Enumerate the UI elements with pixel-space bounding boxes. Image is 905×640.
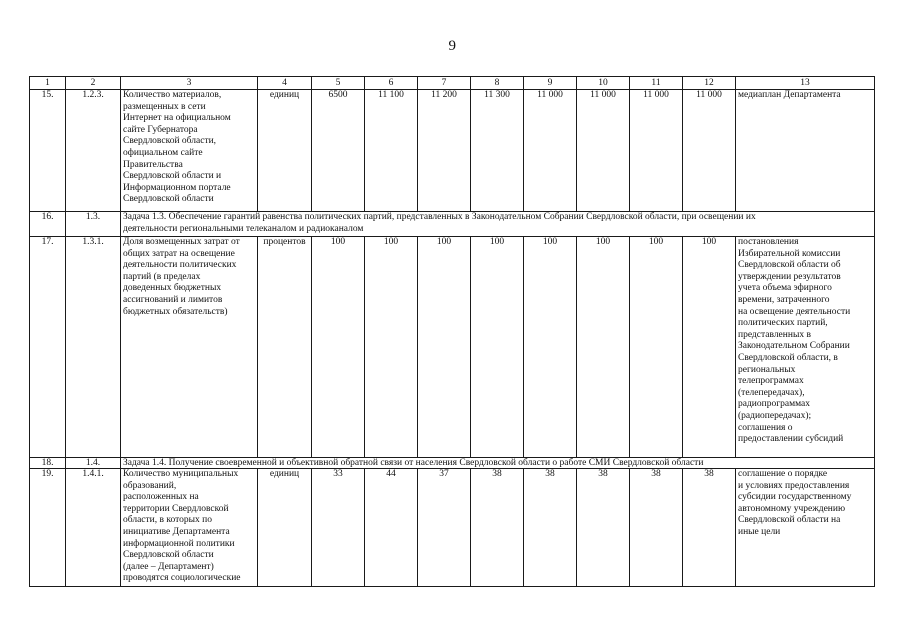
row-number: 15. bbox=[30, 90, 66, 212]
text-line: ассигнований и лимитов bbox=[123, 294, 223, 305]
row-code: 1.3.1. bbox=[66, 237, 121, 458]
column-header: 5 bbox=[312, 77, 365, 90]
data-source bbox=[736, 237, 875, 458]
data-source bbox=[736, 469, 875, 587]
table-row bbox=[30, 237, 875, 458]
text-line: соглашения о bbox=[738, 422, 793, 433]
unit: процентов bbox=[258, 237, 312, 458]
text-line: инициативе Департамента bbox=[123, 526, 230, 537]
text-line: постановления bbox=[738, 237, 799, 247]
indicator-name bbox=[121, 469, 258, 587]
text-line: доведенных бюджетных bbox=[123, 283, 222, 294]
text-line: представленных в bbox=[738, 329, 811, 340]
text-line: образований, bbox=[123, 480, 177, 491]
value-cell: 100 bbox=[524, 237, 577, 458]
text-line: и условиях предоставления bbox=[738, 480, 850, 491]
text-line: проводятся социологические bbox=[123, 573, 241, 584]
text-line: времени, затраченного bbox=[738, 294, 830, 305]
text-line: информационной политики bbox=[123, 538, 235, 549]
text-line: Количество материалов, bbox=[123, 90, 222, 100]
value-cell: 100 bbox=[312, 237, 365, 458]
column-header: 9 bbox=[524, 77, 577, 90]
task-title bbox=[121, 458, 875, 469]
text-line: сайте Губернатора bbox=[123, 124, 198, 135]
row-number: 19. bbox=[30, 469, 66, 587]
text-line: Избирательной комиссии bbox=[738, 248, 841, 259]
value-cell: 11 100 bbox=[365, 90, 418, 212]
text-line: территории Свердловской bbox=[123, 503, 229, 514]
text-line: (радиопередачах); bbox=[738, 410, 812, 421]
row-number: 16. bbox=[30, 212, 66, 237]
table-row bbox=[30, 212, 875, 237]
value-cell: 38 bbox=[577, 469, 630, 587]
page-number: 9 bbox=[448, 38, 457, 54]
text-line: автономному учреждению bbox=[738, 503, 846, 514]
column-header: 3 bbox=[121, 77, 258, 90]
text-line: телепрограммах bbox=[738, 376, 804, 387]
indicators-table bbox=[29, 76, 875, 587]
text-line: субсидии государственному bbox=[738, 492, 852, 503]
value-cell: 11 000 bbox=[630, 90, 683, 212]
text-line: партий (в пределах bbox=[123, 271, 201, 282]
text-line: Интернет на официальном bbox=[123, 113, 231, 124]
text-line: Количество муниципальных bbox=[123, 469, 239, 479]
text-line: на освещение деятельности bbox=[738, 306, 851, 317]
column-header: 4 bbox=[258, 77, 312, 90]
column-header: 12 bbox=[683, 77, 736, 90]
row-number: 18. bbox=[30, 458, 66, 469]
text-line: Законодательном Собрании bbox=[738, 341, 850, 352]
column-header: 1 bbox=[30, 77, 66, 90]
text-line: области, в которых по bbox=[123, 515, 212, 526]
table-row bbox=[30, 458, 875, 469]
value-cell: 100 bbox=[418, 237, 471, 458]
column-header: 11 bbox=[630, 77, 683, 90]
value-cell: 38 bbox=[471, 469, 524, 587]
text-line: бюджетных обязательств) bbox=[123, 306, 228, 317]
data-source bbox=[736, 90, 875, 212]
text-line: Задача 1.4. Получение своевременной и объективной обратной связи от населения Свердловской области о работе СМИ Свердловской области bbox=[123, 458, 704, 468]
value-cell: 100 bbox=[683, 237, 736, 458]
column-header: 6 bbox=[365, 77, 418, 90]
value-cell: 38 bbox=[630, 469, 683, 587]
column-header: 8 bbox=[471, 77, 524, 90]
text-line: Правительства bbox=[123, 159, 183, 170]
text-line: Свердловской области на bbox=[738, 515, 841, 526]
value-cell: 6500 bbox=[312, 90, 365, 212]
text-line: соглашение о порядке bbox=[738, 469, 828, 479]
indicator-name bbox=[121, 90, 258, 212]
value-cell: 11 000 bbox=[577, 90, 630, 212]
text-line: размещенных в сети bbox=[123, 101, 206, 112]
text-line: предоставлении субсидий bbox=[738, 434, 844, 445]
row-number: 17. bbox=[30, 237, 66, 458]
column-header: 13 bbox=[736, 77, 875, 90]
text-line: медиаплан Департамента bbox=[738, 90, 841, 100]
value-cell: 11 300 bbox=[471, 90, 524, 212]
text-line: деятельности региональными телеканалом и радиоканалом bbox=[123, 223, 364, 234]
text-line: учета объема эфирного bbox=[738, 283, 832, 294]
row-code: 1.4.1. bbox=[66, 469, 121, 587]
value-cell: 38 bbox=[683, 469, 736, 587]
text-line: Задача 1.3. Обеспечение гарантий равенства политических партий, представленных в Законодательном Собрании Свердловской области, при освещении их bbox=[123, 212, 756, 222]
table-row bbox=[30, 90, 875, 212]
value-cell: 33 bbox=[312, 469, 365, 587]
column-header: 10 bbox=[577, 77, 630, 90]
text-line: официальном сайте bbox=[123, 147, 203, 158]
value-cell: 100 bbox=[577, 237, 630, 458]
text-line: Свердловской области bbox=[123, 194, 214, 205]
column-header: 7 bbox=[418, 77, 471, 90]
text-line: радиопрограммах bbox=[738, 399, 811, 410]
text-line: Информационном портале bbox=[123, 182, 231, 193]
value-cell: 11 000 bbox=[524, 90, 577, 212]
text-line: иные цели bbox=[738, 526, 781, 537]
value-cell: 38 bbox=[524, 469, 577, 587]
text-line: расположенных на bbox=[123, 492, 199, 503]
value-cell: 37 bbox=[418, 469, 471, 587]
text-line: деятельности политических bbox=[123, 260, 237, 271]
text-line: Свердловской области, в bbox=[738, 352, 838, 363]
value-cell: 100 bbox=[471, 237, 524, 458]
text-line: утверждении результатов bbox=[738, 271, 841, 282]
value-cell: 11 000 bbox=[683, 90, 736, 212]
text-line: Доля возмещенных затрат от bbox=[123, 237, 240, 247]
task-title bbox=[121, 212, 875, 237]
unit: единиц bbox=[258, 90, 312, 212]
text-line: Свердловской области и bbox=[123, 171, 222, 182]
row-code: 1.2.3. bbox=[66, 90, 121, 212]
text-line: региональных bbox=[738, 364, 796, 375]
unit: единиц bbox=[258, 469, 312, 587]
table-row bbox=[30, 469, 875, 587]
indicator-name bbox=[121, 237, 258, 458]
text-line: Свердловской области bbox=[123, 550, 214, 561]
text-line: (телепередачах), bbox=[738, 387, 805, 398]
value-cell: 44 bbox=[365, 469, 418, 587]
column-number-row bbox=[30, 77, 875, 90]
text-line: (далее – Департамент) bbox=[123, 561, 214, 572]
text-line: политических партий, bbox=[738, 318, 828, 329]
value-cell: 100 bbox=[630, 237, 683, 458]
row-code: 1.4. bbox=[66, 458, 121, 469]
column-header: 2 bbox=[66, 77, 121, 90]
value-cell: 11 200 bbox=[418, 90, 471, 212]
text-line: общих затрат на освещение bbox=[123, 248, 235, 259]
row-code: 1.3. bbox=[66, 212, 121, 237]
text-line: Свердловской области, bbox=[123, 136, 217, 147]
value-cell: 100 bbox=[365, 237, 418, 458]
text-line: Свердловской области об bbox=[738, 260, 841, 271]
